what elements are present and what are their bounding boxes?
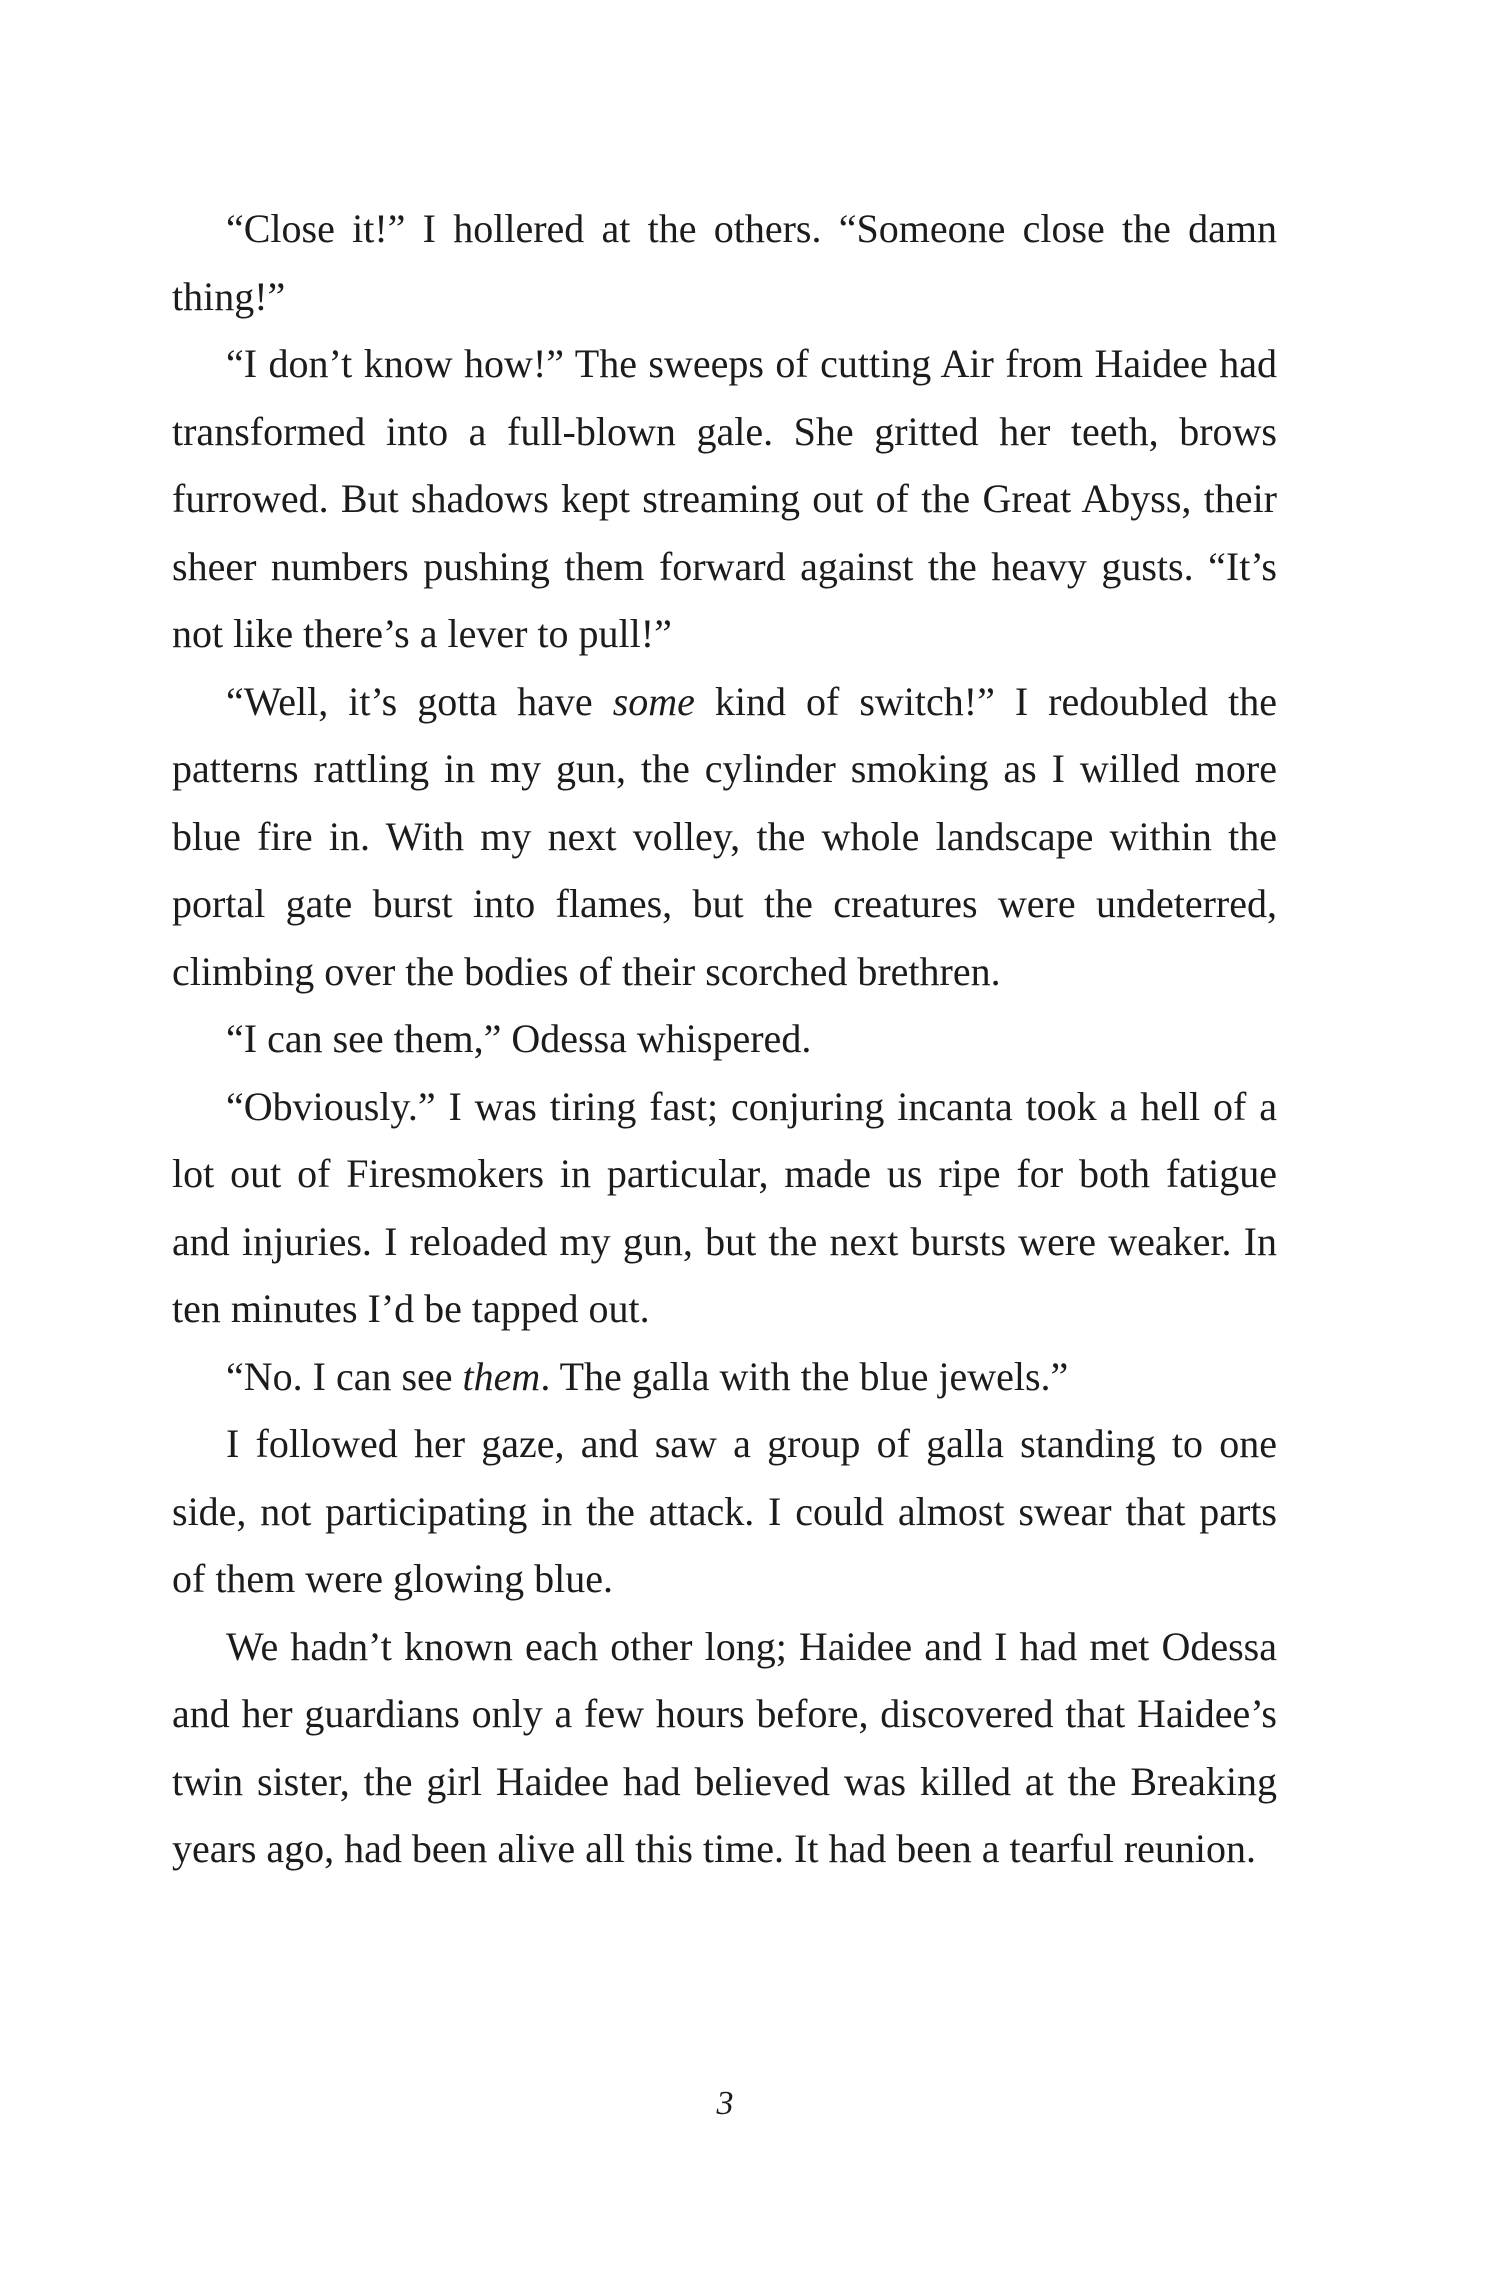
body-text <box>172 195 1277 1883</box>
paragraph: I followed her gaze, and saw a group of galla standing to one side, not participating in the attack. I could almost swear that parts of them were glowing blue. <box>172 1421 1277 1601</box>
paragraph: “I don’t know how!” The sweeps of cutting Air from Haidee had transformed into a full-blown gale. She gritted her teeth, brows furrowed. But shadows kept streaming out of the Great Abyss, their sheer numbers pushing them forward against the heavy gusts. “It’s not like there’s a lever to pull!” <box>172 341 1277 656</box>
page-number: 3 <box>716 2085 734 2122</box>
paragraph: “I can see them,” Odessa whispered. <box>226 1016 812 1061</box>
paragraph: We hadn’t known each other long; Haidee and I had met Odessa and her guardians only a few hours before, discovered that Haidee’s twin sister, the girl Haidee had believed was killed at the Breaking years ago, had been alive all this time. It had been a tearful reunion. <box>172 1623 1277 1871</box>
paragraph: “Close it!” I hollered at the others. “Someone close the damn thing!” <box>172 206 1277 319</box>
emphasis: some <box>612 678 695 724</box>
paragraph: “Obviously.” I was tiring fast; conjuring incanta took a hell of a lot out of Firesmokers in particular, made us ripe for both fatigue and injuries. I reloaded my gun, but the next bursts were weaker. In ten minutes I’d be tapped out. <box>172 1083 1277 1331</box>
emphasis: them <box>462 1353 541 1399</box>
paragraph: “No. I can see them. The galla with the blue jewels.” <box>226 1353 1069 1399</box>
paragraph: “Well, it’s gotta have some kind of switch!” I redoubled the patterns rattling in my gun, the cylinder smoking as I willed more blue fire in. With my next volley, the whole landscape within the portal gate burst into flames, but the creatures were undeterred, climbing over the bodies of their scorched brethren. <box>172 678 1277 994</box>
